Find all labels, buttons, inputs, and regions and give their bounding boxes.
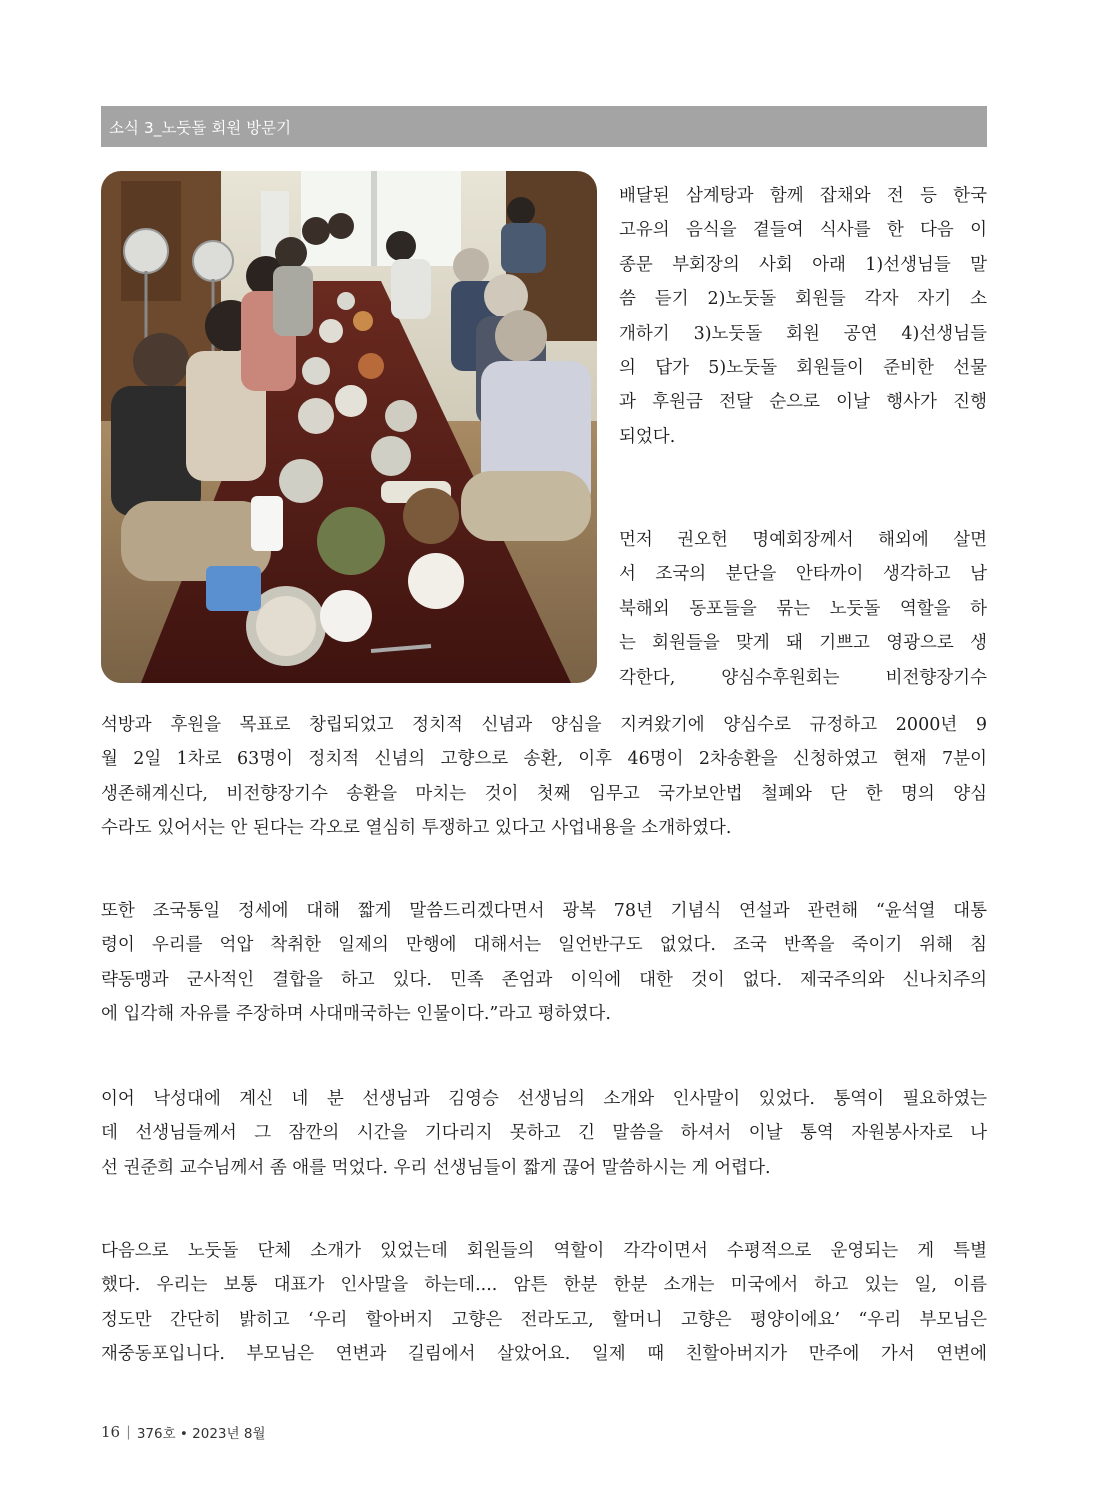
paragraph-3 <box>101 894 987 1032</box>
text-line: 서 조국의 분단을 안타까이 생각하고 남 <box>619 564 987 585</box>
side-paragraph-1 <box>619 179 987 454</box>
text-line: 고유의 음식을 곁들여 식사를 한 다음 이 <box>619 220 987 241</box>
text-line: 월 2일 1차로 63명이 정치적 신념의 고향으로 송환, 이후 46명이 2차송환을 신청하였고 현재 7분이 <box>101 749 987 770</box>
issue-label: 376호 • 2023년 8월 <box>136 1426 266 1442</box>
text-line: 되었다. <box>619 426 676 447</box>
text-line: 데 선생님들께서 그 잠깐의 시간을 기다리지 못하고 긴 말씀을 하셔서 이날 통역 자원봉사자로 나 <box>101 1123 987 1144</box>
text-line: 다음으로 노둣돌 단체 소개가 있었는데 회원들의 역할이 각각이면서 수평적으로 운영되는 게 특별 <box>101 1241 987 1261</box>
meal-gathering-photo <box>101 171 597 683</box>
text-line: 수라도 있어서는 안 된다는 각오로 열심히 투쟁하고 있다고 사업내용을 소개하였다. <box>101 818 732 839</box>
side-paragraph-2 <box>619 523 987 695</box>
text-line: 먼저 권오헌 명예회장께서 해외에 살면 <box>619 530 987 550</box>
text-line: 이어 낙성대에 계신 네 분 선생님과 김영승 선생님의 소개와 인사말이 있었다. 통역이 필요하였는 <box>101 1089 987 1109</box>
text-line: 각한다, 양심수후원회는 비전향장기수 <box>619 667 987 688</box>
page-number: 16 <box>101 1423 121 1441</box>
paragraph-4 <box>101 1082 987 1185</box>
text-line: 에 입각해 자유를 주장하며 사대매국하는 인물이다.”라고 평하였다. <box>101 1004 611 1025</box>
text-line: 정도만 간단히 밝히고 ‘우리 할아버지 고향은 전라도고, 할머니 고향은 평양이에요’ “우리 부모님은 <box>101 1309 987 1330</box>
text-line: 종문 부회장의 사회 아래 1)선생님들 말 <box>619 254 987 275</box>
text-line: 령이 우리를 억압 착취한 일제의 만행에 대해서는 일언반구도 없었다. 조국 반쪽을 죽이기 위해 침 <box>101 935 987 956</box>
text-line: 했다. 우리는 보통 대표가 인사말을 하는데.... 암튼 한분 한분 소개는 미국에서 하고 있는 일, 이름 <box>101 1275 987 1296</box>
text-line: 생존해계신다, 비전향장기수 송환을 마치는 것이 첫째 임무고 국가보안법 철폐와 단 한 명의 양심 <box>101 783 987 804</box>
paragraph-5 <box>101 1234 987 1372</box>
text-line: 개하기 3)노둣돌 회원 공연 4)선생님들 <box>619 323 987 344</box>
section-header <box>101 106 987 147</box>
text-line: 씀 듣기 2)노둣돌 회원들 각자 자기 소 <box>619 289 987 310</box>
section-title: 소식 3_노둣돌 회원 방문기 <box>109 118 292 137</box>
text-line: 과 후원금 전달 순으로 이날 행사가 진행 <box>619 392 987 413</box>
text-line: 의 답가 5)노둣돌 회원들이 준비한 선물 <box>619 358 987 379</box>
text-line: 선 권준희 교수님께서 좀 애를 먹었다. 우리 선생님들이 짧게 끊어 말씀하시는 게 어렵다. <box>101 1157 771 1178</box>
text-line: 략동맹과 군사적인 결합을 하고 있다. 민족 존엄과 이익에 대한 것이 없다. 제국주의와 신나치주의 <box>101 969 987 990</box>
footer-separator: | <box>126 1424 131 1440</box>
text-line: 배달된 삼계탕과 함께 잡채와 전 등 한국 <box>619 186 987 206</box>
paragraph-2-continuation <box>101 708 987 846</box>
text-line: 석방과 후원을 목표로 창립되었고 정치적 신념과 양심을 지켜왔기에 양심수로 규정하고 2000년 9 <box>101 715 987 735</box>
page-footer <box>101 1422 266 1442</box>
text-line: 는 회원들을 맞게 돼 기쁘고 영광으로 생 <box>619 633 987 654</box>
text-line: 재중동포입니다. 부모님은 연변과 길림에서 살았어요. 일제 때 친할아버지가 만주에 가서 연변에 <box>101 1344 987 1365</box>
text-line: 북해외 동포들을 묶는 노둣돌 역할을 하 <box>619 598 987 619</box>
text-line: 또한 조국통일 정세에 대해 짧게 말씀드리겠다면서 광복 78년 기념식 연설과 관련해 “윤석열 대통 <box>101 901 987 921</box>
